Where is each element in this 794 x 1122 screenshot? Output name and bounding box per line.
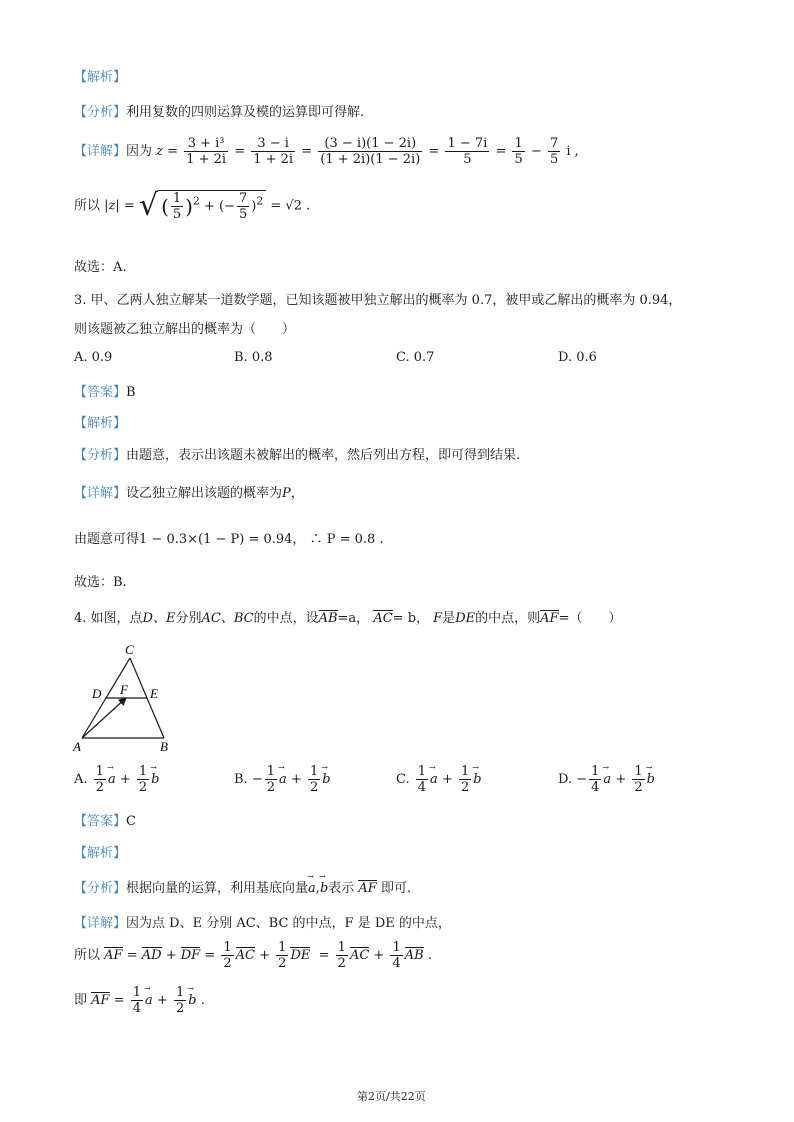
q2-sq-frac-1: $\frac{1}{5}$ — [172, 191, 182, 222]
q2-frac-1: $\frac{\text{3 + i³}}{1 + 2i}$ — [186, 136, 227, 167]
q2-analysis — [74, 101, 364, 120]
q4-detail — [74, 912, 451, 931]
q3-option-a: A. 0.9 — [74, 350, 113, 365]
q2-frac-2: $\frac{3 - i}{1 + 2i}$ — [253, 136, 294, 167]
vector-af-arrow — [82, 698, 126, 738]
q3-daan-value: B — [126, 385, 136, 400]
q3-answer — [74, 381, 136, 400]
q2-frac-5: $\frac{1}{5}$ — [514, 136, 523, 167]
q2-xiangjie-lead: 因为 — [126, 144, 153, 159]
q4-vec-af: AF — [540, 611, 559, 626]
q3-daan-tag: 【答案】 — [74, 385, 127, 400]
q2-frac-6: $\frac{7}{5}$ — [549, 136, 559, 167]
label-d: D — [92, 686, 102, 701]
q3-detail: 【详解】设乙独立解出该题的概率为P， — [74, 486, 304, 501]
q3-option-c: C. 0.7 — [396, 350, 435, 365]
q3-stem-line-1: 3. 甲、乙两人独立解某一道数学题，已知该题被甲独立解出的概率为 0.7，被甲或乙解出的概率为 0.94， — [74, 293, 682, 308]
q3-answer-choice: 故选：B. — [74, 575, 127, 590]
q3-option-b: B. 0.8 — [234, 350, 273, 365]
label-c: C — [125, 642, 134, 657]
q4-daan-value: C — [126, 814, 136, 829]
q2-modulus-result: √2 — [285, 198, 302, 214]
q2-answer-choice: 故选：A. — [74, 260, 127, 275]
q3-eq-lead: 由题意可得 — [74, 532, 140, 547]
q4-analysis: 【分析】根据向量的运算，利用基底向量→ a,→ b表示 AF 即可. — [74, 877, 411, 896]
q3-fenxi-text: 由题意，表示出该题未被解出的概率，然后列出方程，即可得到结果. — [126, 448, 521, 463]
q2-z: z — [156, 144, 164, 159]
q2-sqrt-body: ( $\frac{1}{5}$ )$^2$ + (− $\frac{7}{5}$ )$^2$ — [158, 190, 266, 222]
q3-var-p: P — [282, 486, 291, 501]
q4-jiexi-tag: 【解析】 — [74, 846, 127, 861]
q4-stem: 4. 如图，点D、E分别AC、BC的中点，设AB=a， AC= b， F是DE的中点，则AF=（ ） — [74, 611, 622, 626]
q2-fenxi-tag: 【分析】 — [74, 105, 127, 120]
label-f: F — [120, 682, 128, 697]
q2-detail-equation: 【详解】因为 z = $\frac{\text{3 + i³}}{1 + 2i}$ = $\frac{3 - i}{1 + 2i}$ = $\frac{(3 - i)(1 - 2i)}{(1 + 2i)(1 - 2i)}$ = $\frac{1 - 7i}{5}$ = $\frac{1}{5}$ − $\frac{7}{5}$ i , — [74, 136, 579, 167]
q2-xiangjie-tag: 【详解】 — [74, 144, 127, 159]
q4-vec-ac: AC — [373, 611, 393, 626]
q3-equation — [74, 528, 384, 547]
q4-option-d: D. − $\frac{1}{4}$ → a + $\frac{1}{2}$ → b — [558, 764, 655, 795]
q2-jiexi-tag: 【解析】 — [74, 70, 127, 85]
q4-triangle-figure — [70, 640, 190, 755]
q3-xiangjie-tag: 【详解】 — [74, 486, 127, 501]
label-a: A — [73, 739, 81, 754]
q3-eq-result: ∴ P = 0.8 . — [309, 532, 384, 547]
q3-xiangjie-text: 设乙独立解出该题的概率为 — [126, 486, 283, 501]
q2-frac-3: $\frac{(3 - i)(1 - 2i)}{(1 + 2i)(1 - 2i)}$ — [320, 136, 421, 167]
q3-analysis — [74, 444, 520, 463]
q4-option-b: B. − $\frac{1}{2}$ → a + $\frac{1}{2}$ → b — [234, 764, 331, 795]
label-b: B — [160, 739, 168, 754]
q3-stem-line-2: 则该题被乙独立解出的概率为（ ） — [74, 322, 296, 337]
q4-equation-1: 所以 AF = AD + DF = $\frac{1}{2}$ AC + $\frac{1}{2}$ DE = $\frac{1}{2}$ AC + $\frac{1}{4}$ AB . — [74, 940, 432, 971]
q4-fenxi-tag: 【分析】 — [74, 881, 127, 896]
q3-eq-body: 1 − 0.3×(1 − P) = 0.94， — [139, 532, 306, 547]
q4-equation-2: 即 AF = $\frac{1}{4}$ → a + $\frac{1}{2}$ → b . — [74, 985, 205, 1016]
q2-modulus-line: 所以 |z| = √ ( $\frac{1}{5}$ )$^2$ + (− $\frac{7}{5}$ )$^2$ = √2 . — [74, 188, 311, 223]
q2-suoyi: 所以 — [74, 198, 101, 214]
q3-option-d: D. 0.6 — [558, 350, 597, 365]
q4-option-a: A. $\frac{1}{2}$ → a + $\frac{1}{2}$ → b — [74, 764, 160, 795]
q4-daan-tag: 【答案】 — [74, 814, 127, 829]
q3-fenxi-tag: 【分析】 — [74, 448, 127, 463]
label-e: E — [150, 686, 158, 701]
q2-sq-frac-2: $\frac{7}{5}$ — [238, 191, 248, 222]
q2-fenxi-text: 利用复数的四则运算及模的运算即可得解. — [126, 105, 365, 120]
q4-xiangjie-tag: 【详解】 — [74, 916, 127, 931]
q4-answer — [74, 810, 136, 829]
q3-jiexi-tag: 【解析】 — [74, 416, 127, 431]
q4-xiangjie-text: 因为点 D、E 分别 AC、BC 的中点，F 是 DE 的中点， — [126, 916, 451, 931]
q4-option-c: C. $\frac{1}{4}$ → a + $\frac{1}{2}$ → b — [396, 764, 482, 795]
q2-frac-4: $\frac{1 - 7i}{5}$ — [447, 136, 488, 167]
page-number-footer: 第2页/共22页 — [357, 1090, 426, 1103]
q4-vec-ab: AB — [318, 611, 338, 626]
